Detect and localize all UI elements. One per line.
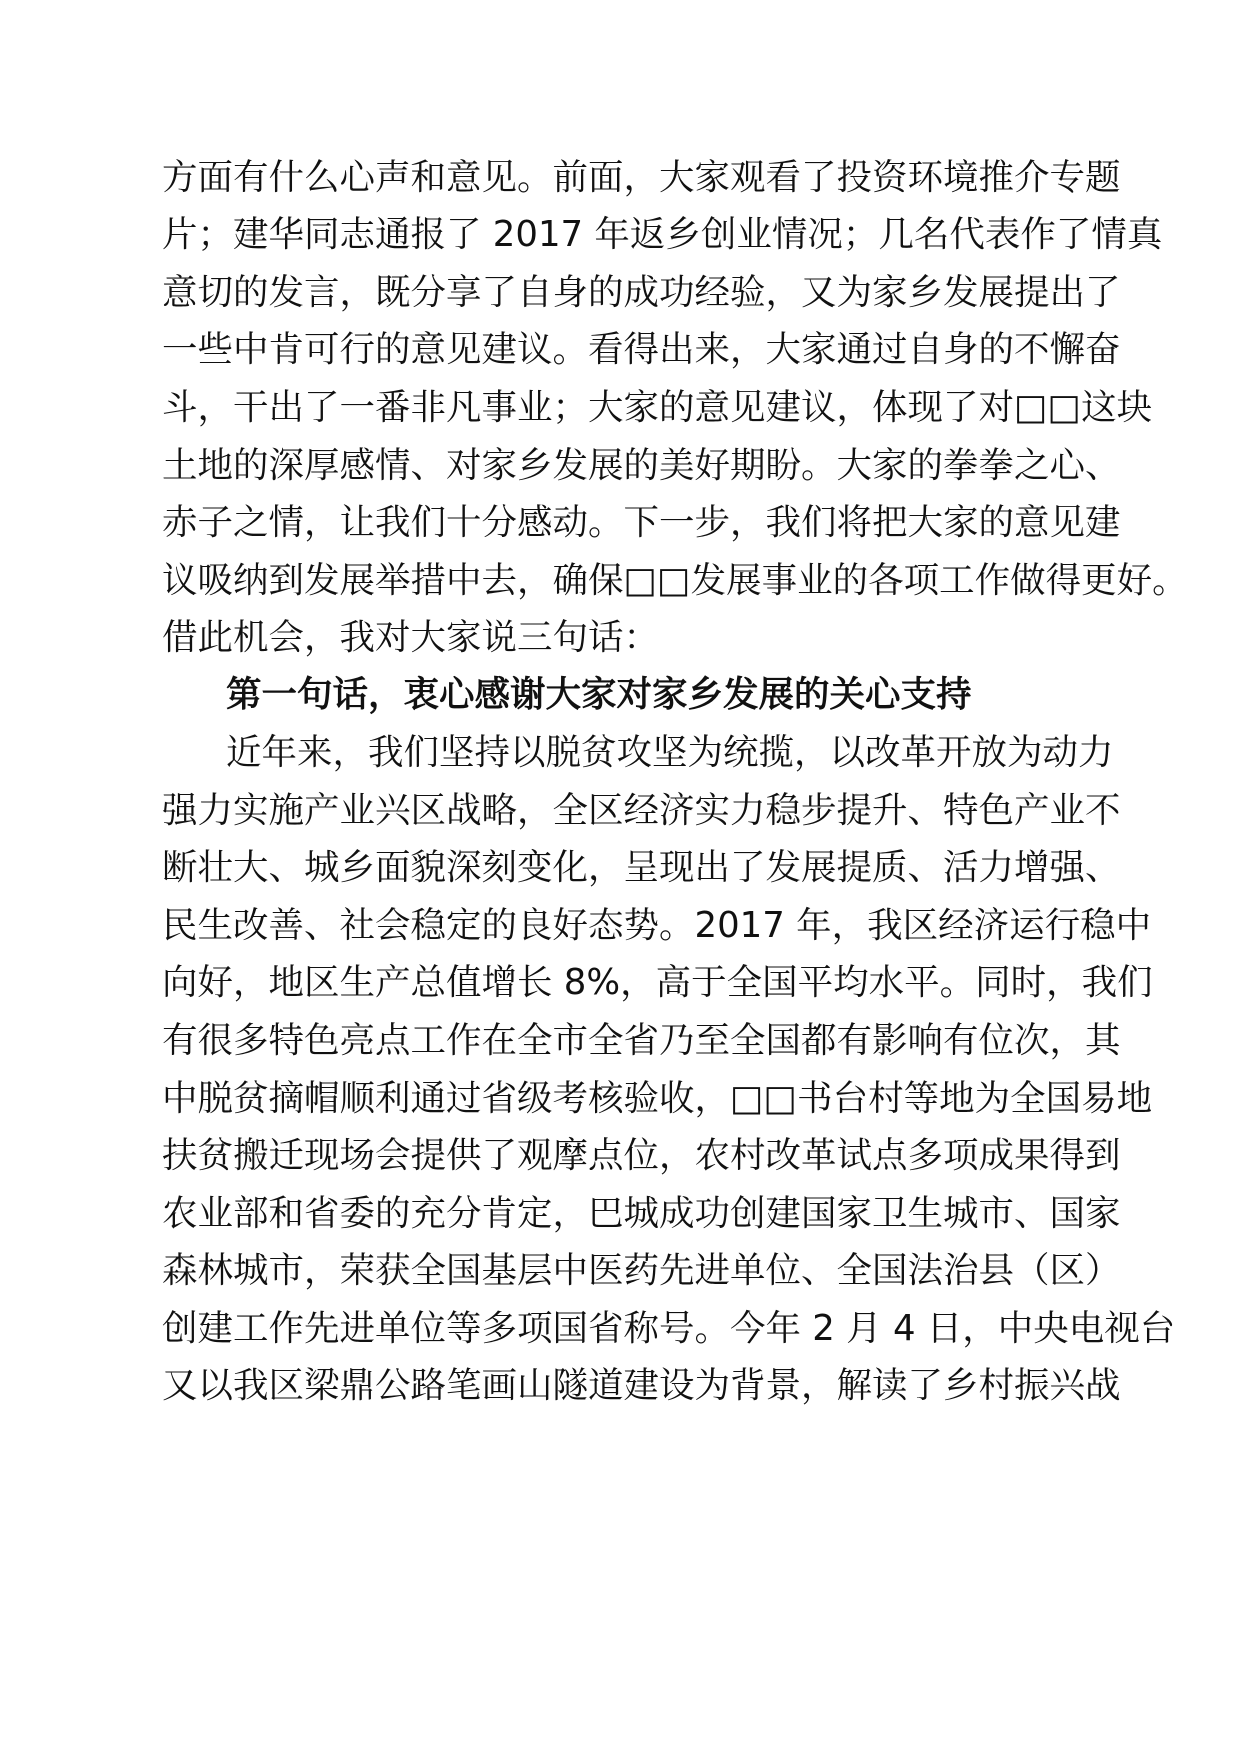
paragraph-line: 创建工作先进单位等多项国省称号。今年 2 月 4 日，中央电视台: [162, 1308, 1176, 1349]
paragraph-line: 一些中肯可行的意见建议。看得出来，大家通过自身的不懈奋: [162, 329, 1121, 370]
paragraph-line: 扶贫搬迁现场会提供了观摩点位，农村改革试点多项成果得到: [162, 1135, 1121, 1176]
paragraph-line: 片；建华同志通报了 2017 年返乡创业情况；几名代表作了情真: [162, 214, 1163, 255]
paragraph-line: 森林城市，荣获全国基层中医药先进单位、全国法治县（区）: [162, 1250, 1121, 1291]
paragraph-line: 民生改善、社会稳定的良好态势。2017 年，我区经济运行稳中: [162, 905, 1152, 946]
paragraph-line: 又以我区梁鼎公路笔画山隧道建设为背景，解读了乡村振兴战: [162, 1365, 1121, 1406]
paragraph-line: 向好，地区生产总值增长 8%，高于全国平均水平。同时，我们: [162, 962, 1153, 1003]
paragraph-line: 有很多特色亮点工作在全市全省乃至全国都有影响有位次，其: [162, 1020, 1121, 1061]
paragraph-line: 土地的深厚感情、对家乡发展的美好期盼。大家的拳拳之心、: [162, 445, 1121, 486]
paragraph-line: 意切的发言，既分享了自身的成功经验，又为家乡发展提出了: [162, 272, 1121, 313]
paragraph-line: 议吸纳到发展举措中去，确保□□发展事业的各项工作做得更好。: [162, 560, 1188, 601]
paragraph-line: 中脱贫摘帽顺利通过省级考核验收，□□书台村等地为全国易地: [162, 1078, 1153, 1119]
paragraph-line: 近年来，我们坚持以脱贫攻坚为统揽，以改革开放为动力: [226, 732, 1114, 773]
paragraph-line: 借此机会，我对大家说三句话：: [162, 617, 660, 658]
paragraph-line: 方面有什么心声和意见。前面，大家观看了投资环境推介专题: [162, 157, 1121, 198]
paragraph-line: 农业部和省委的充分肯定，巴城成功创建国家卫生城市、国家: [162, 1193, 1121, 1234]
paragraph-line: 赤子之情，让我们十分感动。下一步，我们将把大家的意见建: [162, 502, 1121, 543]
section-heading: 第一句话，衷心感谢大家对家乡发展的关心支持: [226, 674, 972, 715]
paragraph-line: 斗，干出了一番非凡事业；大家的意见建议，体现了对□□这块: [162, 387, 1153, 428]
paragraph-line: 强力实施产业兴区战略，全区经济实力稳步提升、特色产业不: [162, 790, 1121, 831]
paragraph-line: 断壮大、城乡面貌深刻变化，呈现出了发展提质、活力增强、: [162, 847, 1121, 888]
